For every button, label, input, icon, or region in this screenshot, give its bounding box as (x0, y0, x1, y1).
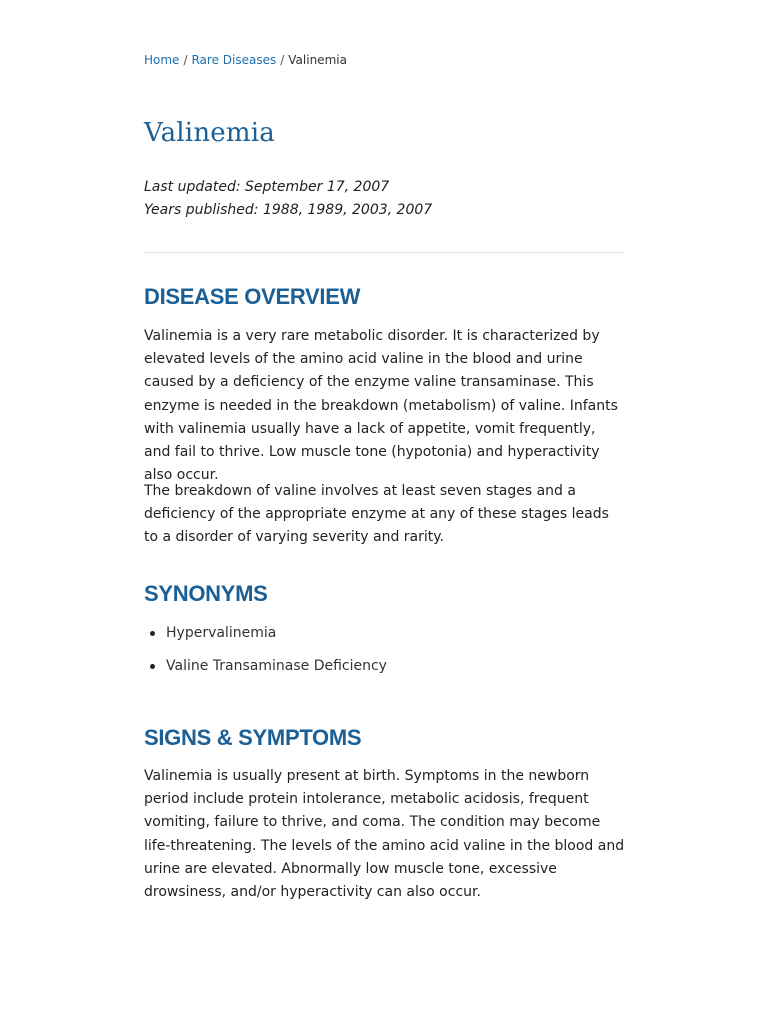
synonym-text: Valine Transaminase Deficiency (166, 658, 387, 674)
signs-paragraph: Valinemia is usually present at birth. Symptoms in the newborn period include protein intolerance, metabolic acidosis, frequent vomiting, failure to thrive, and coma. The condition may become life-threatening. The levels of the amino acid valine in the blood and urine are elevated. Abnormally low muscle tone, excessive drowsiness, and/or hyperactivity can also occur. (144, 768, 625, 901)
list-item (144, 623, 387, 656)
years-published: Years published: 1988, 1989, 2003, 2007 (144, 202, 433, 218)
synonyms-heading: SYNONYMS (144, 581, 268, 606)
signs-symptoms-heading: SIGNS & SYMPTOMS (144, 725, 362, 750)
breadcrumb-separator: / (183, 53, 188, 67)
last-updated: Last updated: September 17, 2007 (144, 179, 390, 195)
overview-paragraph-2: The breakdown of valine involves at least seven stages and a deficiency of the appropriate enzyme at any of these stages leads to a disorder of varying severity and rarity. (144, 483, 609, 546)
page-title: Valinemia (144, 118, 275, 148)
breadcrumb-current: Valinemia (288, 53, 347, 67)
synonyms-list (144, 623, 387, 689)
overview-paragraph-1: Valinemia is a very rare metabolic disorder. It is characterized by elevated levels of the amino acid valine in the blood and urine caused by a deficiency of the enzyme valine transaminase. This enzyme is needed in the breakdown (metabolism) of valine. Infants with valinemia usually have a lack of appetite, vomit frequently, and fail to thrive. Low muscle tone (hypotonia) and hyperactivity also occur. (144, 328, 618, 484)
breadcrumb-home-link[interactable]: Home (144, 53, 180, 67)
breadcrumb-rare-diseases-link[interactable]: Rare Diseases (191, 53, 277, 67)
article-meta (144, 176, 432, 222)
list-item (144, 656, 387, 689)
divider (144, 252, 624, 253)
bullet-icon (150, 631, 155, 636)
breadcrumb (144, 52, 347, 68)
breadcrumb-separator: / (280, 53, 285, 67)
bullet-icon (150, 664, 155, 669)
synonym-text: Hypervalinemia (166, 625, 277, 641)
disease-overview-heading: DISEASE OVERVIEW (144, 284, 361, 309)
